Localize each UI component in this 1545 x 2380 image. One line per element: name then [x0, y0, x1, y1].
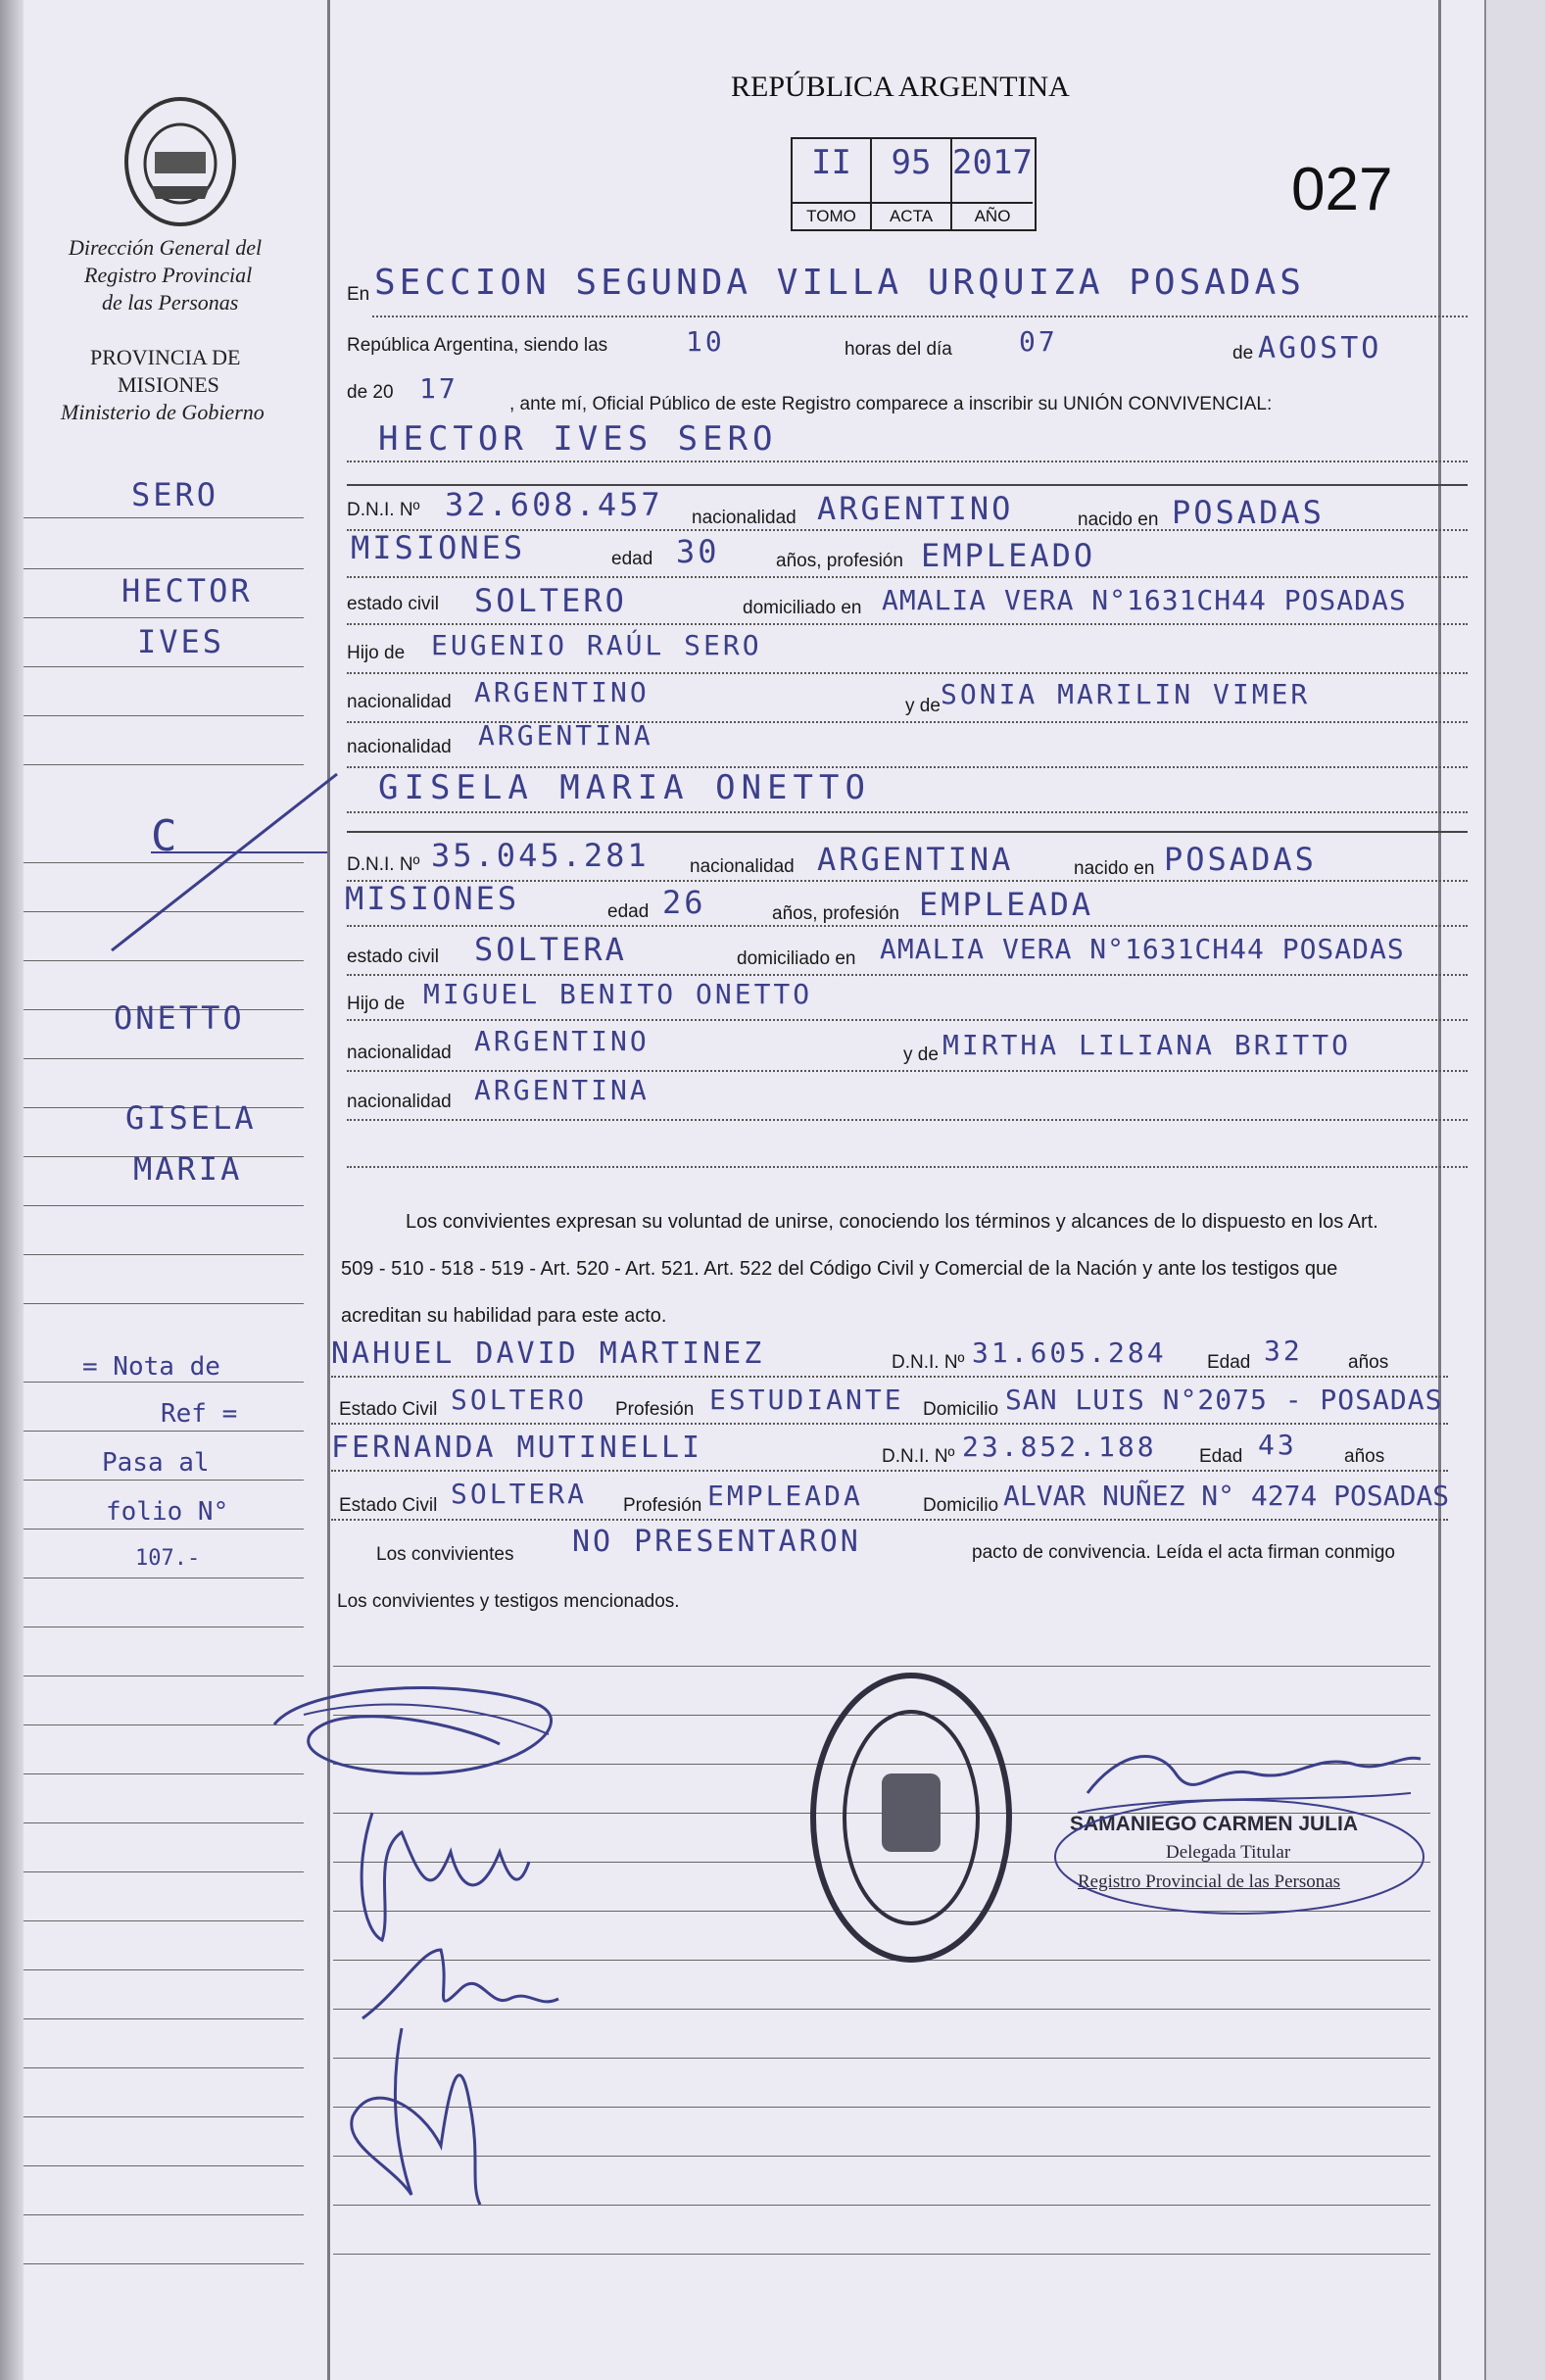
p1-dni-label: D.N.I. Nº — [347, 500, 420, 520]
note-line-5: 107.- — [135, 1546, 201, 1571]
p2-age: 26 — [662, 884, 706, 921]
p1-prof-label: años, profesión — [776, 551, 903, 571]
agency-line-1: Dirección General del — [69, 235, 263, 260]
p1-father-nac: ARGENTINO — [474, 676, 650, 708]
location-value: SECCION SEGUNDA VILLA URQUIZA POSADAS — [374, 263, 1305, 303]
p1-father-nac-label: nacionalidad — [347, 692, 452, 712]
margin-mark: C — [151, 811, 180, 861]
w1-years-label: años — [1348, 1352, 1389, 1373]
p2-line — [347, 1019, 1468, 1021]
agency-line-2: Registro Provincial — [84, 263, 253, 287]
p2-nac-label: nacionalidad — [690, 856, 795, 877]
p2-line — [347, 974, 1468, 976]
p2-dom-label: domiciliado en — [737, 948, 856, 969]
note-line-4: folio N° — [106, 1497, 229, 1527]
p1-line — [347, 576, 1468, 578]
margin-line — [24, 1254, 304, 1255]
p1-nationality: ARGENTINO — [817, 490, 1014, 527]
margin-line — [24, 1058, 304, 1059]
page-number: 027 — [1291, 156, 1393, 223]
signature-4 — [333, 2018, 568, 2214]
location-line — [372, 316, 1468, 317]
margin-line — [24, 617, 304, 618]
p2-nationality: ARGENTINA — [817, 841, 1014, 878]
w2-profession: EMPLEADA — [707, 1480, 863, 1512]
p1-age: 30 — [676, 533, 720, 570]
w2-dom-label: Domicilio — [923, 1495, 999, 1516]
margin-line — [24, 1724, 304, 1725]
p1-birthplace: POSADAS — [1172, 494, 1325, 531]
month-value: AGOSTO — [1258, 331, 1382, 365]
w2-years-label: años — [1344, 1446, 1385, 1467]
anio-value: 2017 — [952, 143, 1033, 182]
closing-conv-label: Los convivientes — [376, 1544, 514, 1565]
agency-line-3: de las Personas — [102, 290, 239, 315]
p2-prof-label: años, profesión — [772, 903, 899, 924]
p1-father: EUGENIO RAÚL SERO — [431, 629, 762, 661]
person2-fullname: GISELA MARIA ONETTO — [378, 768, 871, 807]
closing-after-pact: pacto de convivencia. Leída el acta firman conmigo — [972, 1542, 1395, 1563]
w2-dni: 23.852.188 — [962, 1431, 1157, 1463]
p1-dom-label: domiciliado en — [743, 598, 862, 618]
p2-line — [347, 925, 1468, 927]
acta-label: ACTA — [872, 202, 950, 229]
p1-dni-value: 32.608.457 — [445, 486, 663, 523]
note-line-1: = Nota de — [82, 1352, 220, 1382]
p1-birthplace2: MISIONES — [351, 529, 526, 566]
w2-name: FERNANDA MUTINELLI — [331, 1431, 703, 1465]
w1-civil-label: Estado Civil — [339, 1399, 438, 1420]
p2-birthplace2: MISIONES — [345, 880, 520, 917]
margin-line — [24, 1303, 304, 1304]
margin-line — [24, 1529, 304, 1530]
w2-prof-label: Profesión — [623, 1495, 702, 1516]
declaration-line-3: acreditan su habilidad para este acto. — [341, 1305, 667, 1327]
p1-age-label: edad — [611, 549, 653, 569]
w1-age-label: Edad — [1207, 1352, 1251, 1373]
margin-line — [24, 2018, 304, 2019]
tomo-acta-anio-box — [791, 137, 1037, 231]
margin-surname-2: ONETTO — [114, 999, 245, 1037]
w2-domicile: ALVAR NUÑEZ N° 4274 POSADAS — [1003, 1480, 1450, 1512]
w1-domicile: SAN LUIS N°2075 - POSADAS — [1005, 1384, 1443, 1416]
p1-hijo-label: Hijo de — [347, 643, 406, 663]
w2-dni-label: D.N.I. Nº — [882, 1446, 955, 1467]
p2-dni-value: 35.045.281 — [431, 837, 650, 874]
ministry-line: Ministerio de Gobierno — [61, 400, 265, 424]
p1-y-de-label: y de — [905, 696, 941, 716]
w1-line — [331, 1423, 1448, 1425]
province-seal-icon — [121, 93, 239, 230]
margin-line — [24, 1871, 304, 1872]
p2-line — [347, 811, 1468, 813]
p2-line — [347, 1070, 1468, 1072]
p2-age-label: edad — [607, 901, 650, 922]
person1-fullname: HECTOR IVES SERO — [378, 419, 778, 459]
signature-2 — [333, 1793, 549, 1950]
signature-3 — [343, 1930, 578, 2028]
w1-age: 32 — [1264, 1335, 1303, 1367]
w2-civil-label: Estado Civil — [339, 1495, 438, 1516]
p2-civil: SOLTERA — [474, 931, 627, 968]
margin-surname-1: SERO — [131, 476, 219, 513]
closing-line-2: Los convivientes y testigos mencionados. — [337, 1591, 680, 1612]
w2-age-label: Edad — [1199, 1446, 1243, 1467]
fullname-line — [347, 461, 1468, 462]
note-line-2: Ref = — [161, 1399, 238, 1429]
p1-mother-nac-label: nacionalidad — [347, 737, 452, 757]
anio-label: AÑO — [952, 202, 1033, 229]
official-org: Registro Provincial de las Personas — [1078, 1871, 1341, 1892]
margin-name-1b: IVES — [137, 623, 225, 660]
margin-line — [24, 1578, 304, 1579]
official-title: Delegada Titular — [1166, 1842, 1291, 1863]
closing-pact: NO PRESENTARON — [572, 1525, 861, 1559]
margin-line — [24, 2214, 304, 2215]
w2-age: 43 — [1258, 1429, 1297, 1461]
p1-civil-label: estado civil — [347, 594, 439, 614]
left-margin-column — [24, 0, 327, 2380]
year-suffix-value: 17 — [419, 372, 459, 405]
line3-a: de 20 — [347, 382, 394, 403]
margin-line — [24, 1969, 304, 1970]
margin-name-1a: HECTOR — [121, 572, 253, 609]
right-margin-rule — [1438, 0, 1441, 2380]
margin-line — [24, 517, 304, 518]
p2-mother-nac-label: nacionalidad — [347, 1092, 452, 1112]
p2-domicile: AMALIA VERA N°1631CH44 POSADAS — [880, 933, 1405, 965]
p2-mother: MIRTHA LILIANA BRITTO — [942, 1029, 1352, 1061]
w1-dni-label: D.N.I. Nº — [892, 1352, 965, 1373]
margin-line — [24, 2165, 304, 2166]
w1-line — [331, 1376, 1448, 1378]
declaration-line-1: Los convivientes expresan su voluntad de unirse, conociendo los términos y alcances de lo dispuesto en los Art. — [406, 1211, 1378, 1233]
p2-y-de-label: y de — [903, 1044, 939, 1065]
w2-line — [331, 1519, 1448, 1521]
p2-hijo-label: Hijo de — [347, 994, 406, 1014]
margin-line — [24, 1205, 304, 1206]
binder-shadow — [0, 0, 24, 2380]
acta-value: 95 — [891, 143, 932, 182]
p1-profession: EMPLEADO — [921, 537, 1096, 574]
margin-line — [24, 1480, 304, 1481]
w2-line — [331, 1470, 1448, 1472]
day-value: 07 — [1019, 325, 1058, 358]
anio-cell — [952, 139, 1033, 229]
margin-line — [24, 960, 304, 961]
note-line-3: Pasa al — [102, 1448, 210, 1478]
margin-name-2a: GISELA — [125, 1099, 257, 1137]
tomo-cell — [793, 139, 872, 229]
margin-line — [24, 1920, 304, 1921]
w1-dom-label: Domicilio — [923, 1399, 999, 1420]
en-label: En — [347, 284, 370, 305]
p1-nac-label: nacionalidad — [692, 508, 797, 528]
p2-father: MIGUEL BENITO ONETTO — [423, 978, 813, 1010]
margin-rule — [327, 0, 330, 2380]
p2-father-nac: ARGENTINO — [474, 1025, 650, 1057]
p2-father-nac-label: nacionalidad — [347, 1043, 452, 1063]
p1-born-label: nacido en — [1078, 510, 1159, 530]
p2-birthplace: POSADAS — [1164, 841, 1317, 878]
line3-b: , ante mí, Oficial Público de este Registro comparece a inscribir su UNIÓN CONVIVENCIAL: — [509, 394, 1273, 414]
line2-c: de — [1232, 343, 1254, 364]
w1-dni: 31.605.284 — [972, 1336, 1167, 1369]
margin-line — [24, 2067, 304, 2068]
margin-line — [24, 1773, 304, 1774]
w1-name: NAHUEL DAVID MARTINEZ — [331, 1336, 765, 1371]
margin-line — [24, 715, 304, 716]
signature-1 — [265, 1666, 568, 1793]
p1-civil: SOLTERO — [474, 582, 627, 619]
margin-name-2b: MARIA — [133, 1150, 243, 1188]
official-name: SAMANIEGO CARMEN JULIA — [1070, 1813, 1359, 1835]
next-page-edge — [1484, 0, 1545, 2380]
w1-profession: ESTUDIANTE — [709, 1384, 904, 1416]
p2-profession: EMPLEADA — [919, 886, 1094, 923]
tomo-value: II — [811, 143, 851, 182]
p2-mother-nac: ARGENTINA — [474, 1074, 650, 1106]
country-title: REPÚBLICA ARGENTINA — [731, 71, 1070, 103]
p1-line — [347, 672, 1468, 674]
p2-civil-label: estado civil — [347, 947, 439, 967]
registry-seal-icon — [803, 1666, 1019, 1969]
p1-line — [347, 623, 1468, 625]
p1-mother-nac: ARGENTINA — [478, 719, 653, 752]
signature-line — [333, 2254, 1430, 2255]
official-stamp-outline — [1048, 1793, 1430, 1920]
margin-line — [24, 1431, 304, 1432]
margin-line — [24, 666, 304, 667]
w2-civil: SOLTERA — [451, 1478, 588, 1510]
p1-domicile: AMALIA VERA N°1631CH44 POSADAS — [882, 584, 1407, 616]
margin-line — [24, 1382, 304, 1383]
margin-line — [24, 2263, 304, 2264]
p2-line — [347, 1166, 1468, 1168]
margin-line — [24, 1822, 304, 1823]
p2-born-label: nacido en — [1074, 858, 1155, 879]
province-line-1: PROVINCIA DE — [90, 345, 241, 369]
line2-a: República Argentina, siendo las — [347, 335, 608, 356]
p2-dni-label: D.N.I. Nº — [347, 854, 420, 875]
margin-line — [24, 568, 304, 569]
p1-mother: SONIA MARILIN VIMER — [941, 678, 1311, 710]
p2-line — [347, 1119, 1468, 1121]
acta-cell — [872, 139, 952, 229]
w1-prof-label: Profesión — [615, 1399, 695, 1420]
hour-value: 10 — [686, 325, 725, 358]
line2-b: horas del día — [845, 339, 952, 360]
margin-line — [24, 2116, 304, 2117]
w1-civil: SOLTERO — [451, 1384, 588, 1416]
tomo-label: TOMO — [793, 202, 870, 229]
declaration-line-2: 509 - 510 - 518 - 519 - Art. 520 - Art. 521. Art. 522 del Código Civil y Comercial de la Nación y ante los testigos que — [341, 1258, 1338, 1280]
province-line-2: MISIONES — [118, 372, 219, 397]
cross-out-line — [92, 764, 347, 960]
section-rule — [347, 831, 1468, 833]
